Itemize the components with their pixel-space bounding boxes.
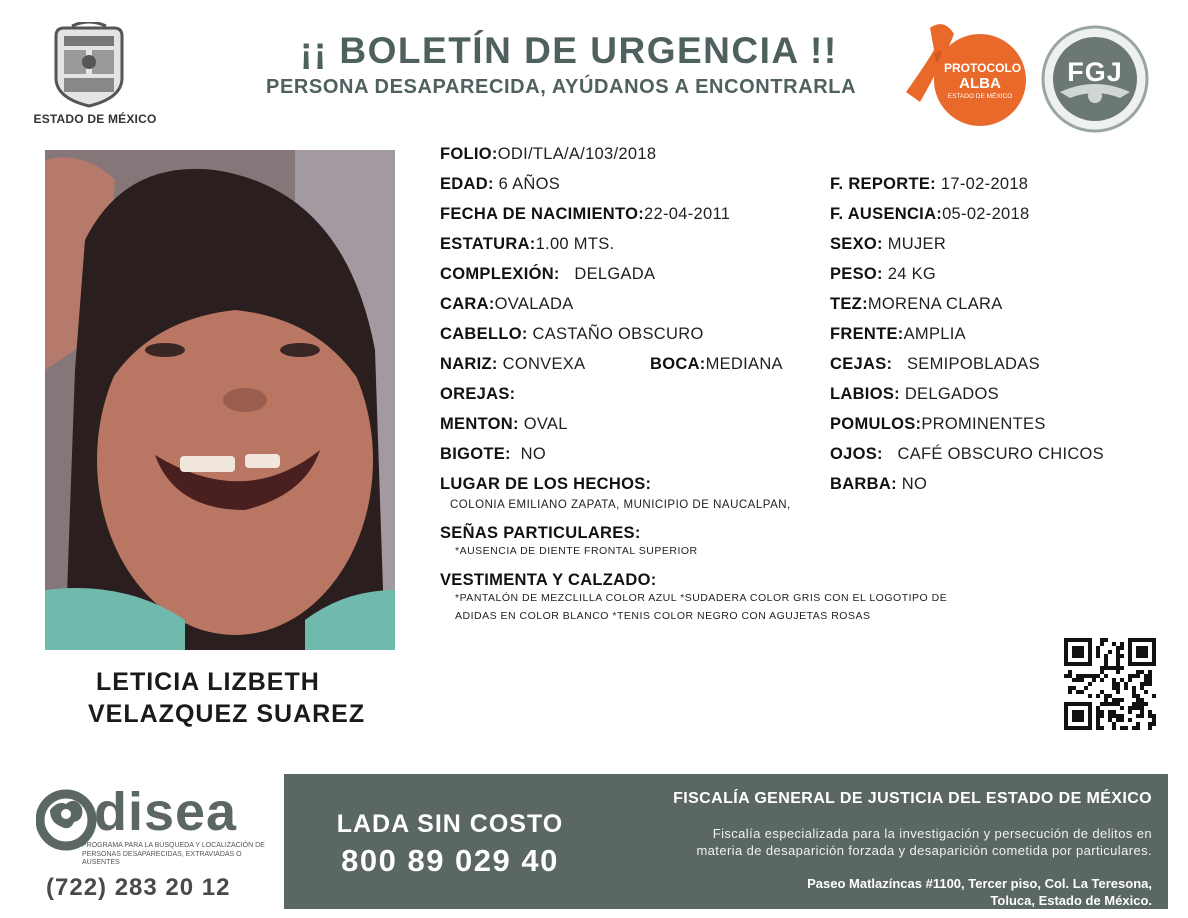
bulletin-subtitle: PERSONA DESAPARECIDA, AYÚDANOS A ENCONTRARLA (266, 76, 857, 98)
field-label: NARIZ: (440, 355, 498, 373)
field-label: COMPLEXIÓN: (440, 265, 560, 283)
field-value: 1.00 MTS. (535, 235, 615, 253)
field-tez (830, 295, 1003, 314)
field-label: ESTATURA: (440, 235, 536, 253)
missing-person-name (40, 666, 440, 730)
field-label: SEÑAS PARTICULARES: (440, 524, 641, 542)
field-label: SEXO: (830, 235, 883, 253)
field-cara (440, 295, 574, 314)
field-peso (830, 265, 936, 284)
field-value: CAFÉ OBSCURO CHICOS (897, 445, 1104, 463)
field-value: 22-04-2011 (644, 205, 731, 223)
field-fecha-nacimiento (440, 205, 730, 224)
qr-code[interactable] (1064, 638, 1156, 730)
field-label: VESTIMENTA Y CALZADO: (440, 571, 657, 589)
field-value: CASTAÑO OBSCURO (532, 325, 704, 343)
fiscalia-description (602, 825, 1152, 859)
fiscalia-desc-line-1: Fiscalía especializada para la investigación y persecución de delitos en (712, 826, 1152, 841)
odisea-caption: PROGRAMA PARA LA BÚSQUEDA Y LOCALIZACIÓN DE PERSONAS DESAPARECIDAS, EXTRAVIADAS O AUSENTES (82, 842, 265, 866)
field-senas-value: *AUSENCIA DE DIENTE FRONTAL SUPERIOR (455, 545, 698, 557)
address-line-2: Toluca, Estado de México. (990, 893, 1152, 908)
field-value: DELGADA (574, 265, 656, 283)
field-senas-label (440, 524, 641, 543)
field-label: LUGAR DE LOS HECHOS: (440, 475, 652, 493)
field-fecha-ausencia (830, 205, 1029, 224)
field-label: FRENTE: (830, 325, 904, 343)
field-label: EDAD: (440, 175, 494, 193)
field-value: NO (520, 445, 546, 463)
field-label: OJOS: (830, 445, 883, 463)
alba-line-estado: ESTADO DE MÉXICO (947, 93, 1013, 100)
field-ojos (830, 445, 1104, 464)
field-label: TEZ: (830, 295, 868, 313)
field-label: F. AUSENCIA: (830, 205, 943, 223)
field-label: BIGOTE: (440, 445, 511, 463)
field-labios (830, 385, 999, 404)
bulletin-title: ¡¡ BOLETÍN DE URGENCIA !! (300, 30, 838, 71)
field-value: SEMIPOBLADAS (906, 355, 1040, 373)
field-label: OREJAS: (440, 385, 516, 403)
field-bigote (440, 445, 546, 464)
odisea-phone-number: (722) 283 20 12 (46, 874, 231, 901)
field-cabello (440, 325, 704, 344)
field-label: BARBA: (830, 475, 897, 493)
field-label: CEJAS: (830, 355, 893, 373)
estado-de-mexico-label: ESTADO DE MÉXICO (33, 112, 157, 126)
field-value: ODI/TLA/A/103/2018 (497, 145, 657, 163)
field-barba (830, 475, 927, 494)
field-value: MEDIANA (705, 355, 783, 373)
field-vestimenta-line-1: *PANTALÓN DE MEZCLILLA COLOR AZUL *SUDADERA COLOR GRIS CON EL LOGOTIPO DE (455, 592, 948, 604)
field-value: CONVEXA (502, 355, 586, 373)
field-sexo (830, 235, 946, 254)
odisea-logo (36, 782, 276, 868)
field-label: LABIOS: (830, 385, 900, 403)
field-estatura (440, 235, 614, 254)
field-nariz (440, 355, 585, 374)
field-value: 17-02-2018 (940, 175, 1029, 193)
field-pomulos (830, 415, 1046, 434)
field-label: CABELLO: (440, 325, 528, 343)
field-value: AMPLIA (903, 325, 966, 343)
field-value: 24 KG (887, 265, 937, 283)
field-edad (440, 175, 560, 194)
field-lugar-value: COLONIA EMILIANO ZAPATA, MUNICIPIO DE NAUCALPAN, (450, 499, 791, 511)
estado-de-mexico-coat-of-arms-logo (48, 22, 130, 108)
field-boca (650, 355, 783, 374)
field-menton (440, 415, 568, 434)
field-value: NO (901, 475, 928, 493)
field-label: PESO: (830, 265, 883, 283)
fgj-seal-logo (1040, 24, 1150, 134)
field-label: POMULOS: (830, 415, 922, 433)
field-label: F. REPORTE: (830, 175, 936, 193)
field-value: 05-02-2018 (942, 205, 1030, 223)
field-label: BOCA: (650, 355, 706, 373)
field-complexion (440, 265, 655, 284)
odisea-brand-text: disea (94, 782, 238, 842)
field-lugar-label (440, 475, 651, 494)
field-vestimenta-line-2: ADIDAS EN COLOR BLANCO *TENIS COLOR NEGRO CON AGUJETAS ROSAS (455, 610, 871, 622)
missing-person-photo (45, 150, 395, 650)
field-label: FOLIO: (440, 145, 498, 163)
field-value: MUJER (887, 235, 947, 253)
field-value: OVALADA (494, 295, 574, 313)
alba-line-alba: ALBA (959, 75, 1001, 92)
name-line-2: VELAZQUEZ SUAREZ (88, 700, 366, 728)
protocolo-alba-logo (900, 20, 1030, 135)
lada-sin-costo-label: LADA SIN COSTO (336, 810, 564, 838)
fiscalia-title: FISCALÍA GENERAL DE JUSTICIA DEL ESTADO DE MÉXICO (673, 790, 1152, 807)
field-vestimenta-label (440, 571, 657, 590)
fiscalia-desc-line-2: materia de desaparición forzada y desaparición cometida por particulares. (696, 843, 1152, 858)
field-label: FECHA DE NACIMIENTO: (440, 205, 644, 223)
field-label: MENTON: (440, 415, 519, 433)
lada-phone-number[interactable]: 800 89 029 40 (341, 843, 559, 878)
field-folio (440, 145, 656, 164)
name-line-1: LETICIA LIZBETH (96, 668, 320, 696)
field-label: CARA: (440, 295, 495, 313)
address-line-1: Paseo Matlazíncas #1100, Tercer piso, Col. La Teresona, (807, 876, 1152, 891)
alba-line-protocolo: PROTOCOLO (944, 61, 1022, 75)
field-orejas (440, 385, 515, 404)
field-value: DELGADOS (904, 385, 999, 403)
field-value: MORENA CLARA (867, 295, 1003, 313)
field-value: OVAL (523, 415, 568, 433)
field-value: 6 AÑOS (498, 175, 561, 193)
field-cejas (830, 355, 1040, 374)
field-fecha-reporte (830, 175, 1028, 194)
field-frente (830, 325, 966, 344)
fgj-seal-text: FGJ (1067, 57, 1123, 87)
field-value: PROMINENTES (921, 415, 1046, 433)
fiscalia-address (602, 875, 1152, 909)
